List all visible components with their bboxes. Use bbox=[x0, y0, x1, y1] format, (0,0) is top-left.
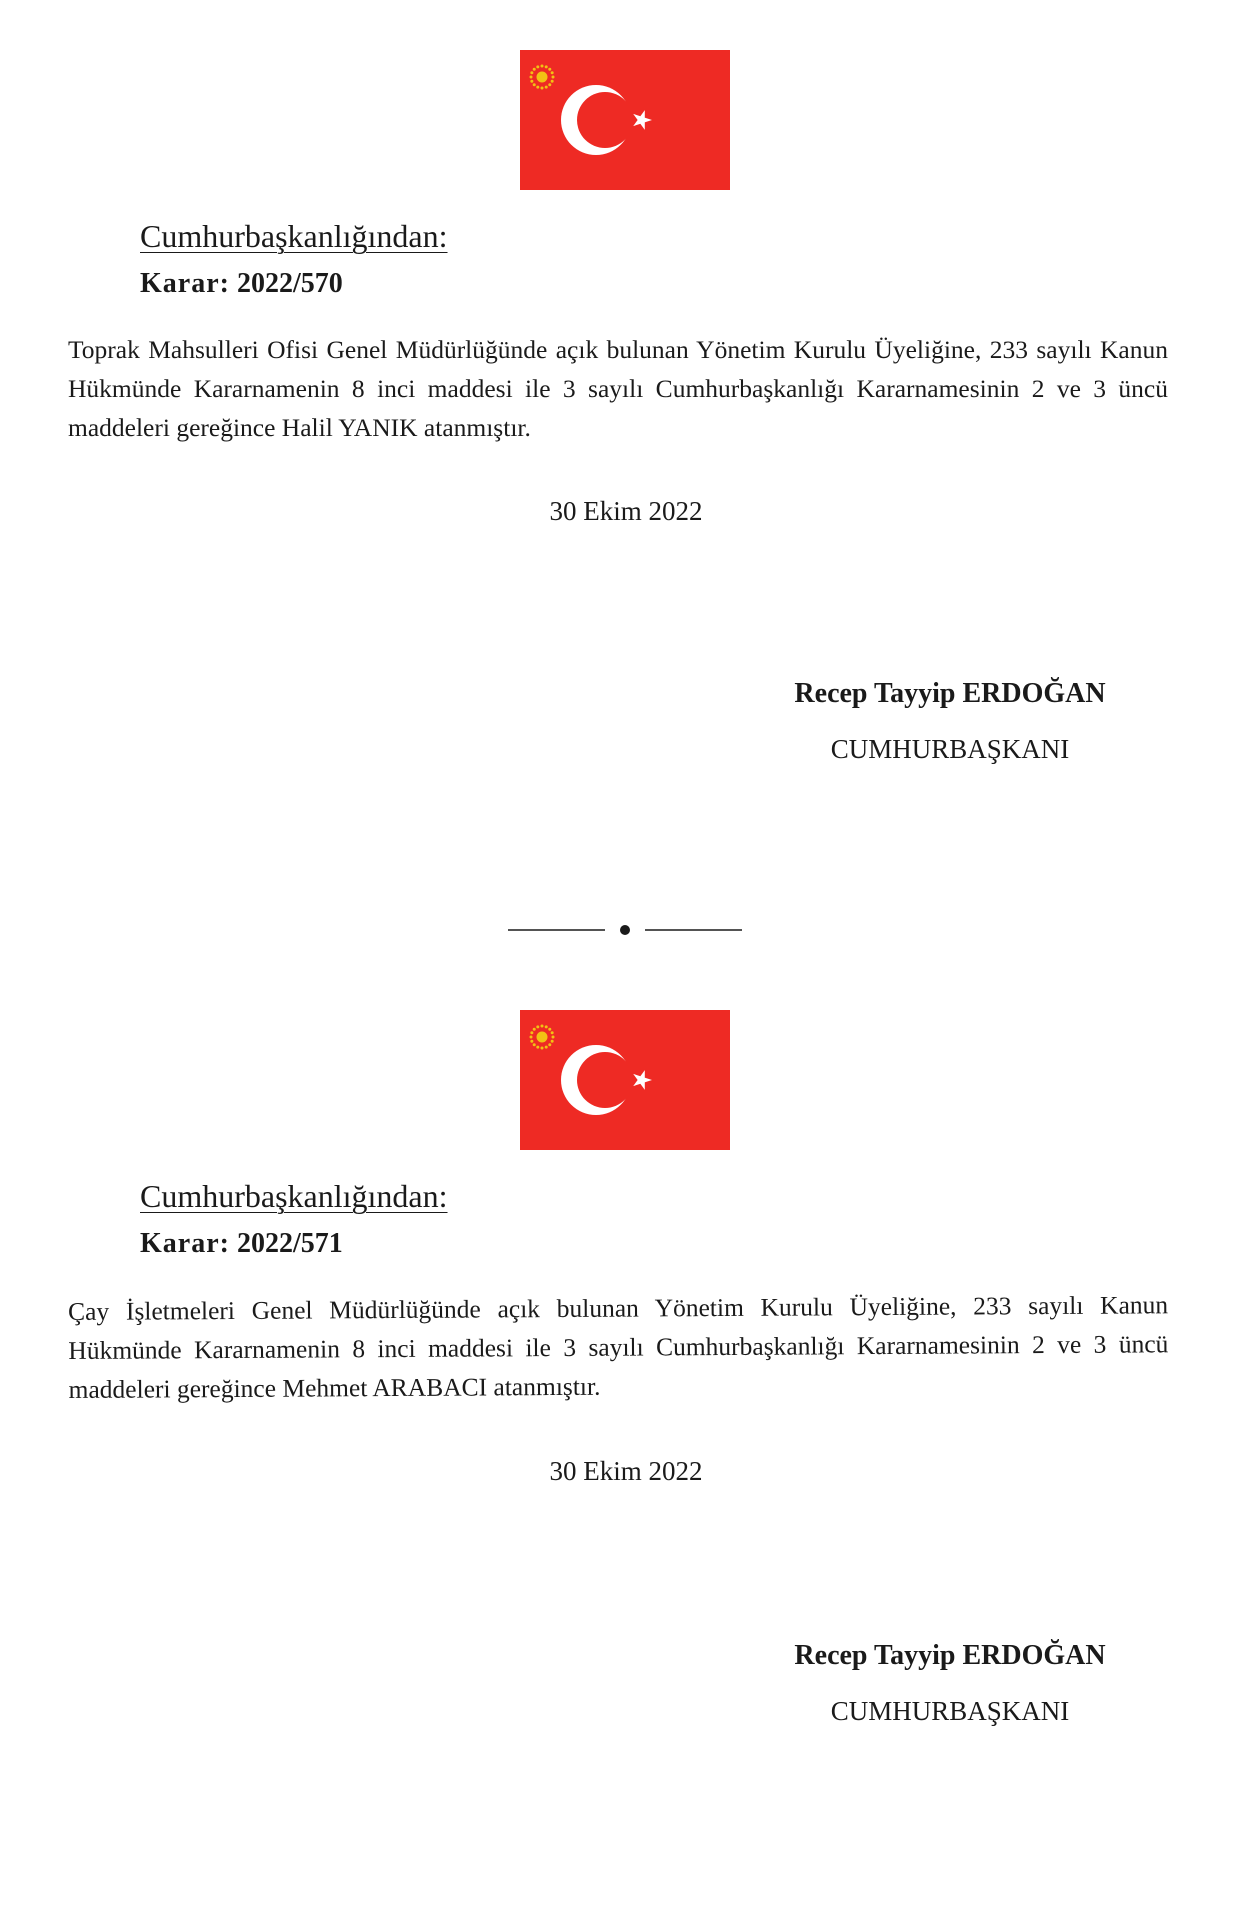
presidential-flag-svg bbox=[520, 50, 730, 190]
decision-line bbox=[140, 1228, 343, 1260]
emblem-star-icon bbox=[551, 71, 554, 74]
emblem-star-icon bbox=[548, 83, 551, 86]
emblem-star-icon bbox=[541, 1025, 544, 1028]
emblem-star-icon bbox=[548, 1028, 551, 1031]
emblem-star-icon bbox=[545, 1025, 548, 1028]
emblem-star-icon bbox=[536, 65, 539, 68]
emblem-star-icon bbox=[551, 80, 554, 83]
emblem-star-icon bbox=[530, 71, 533, 74]
emblem-star-icon bbox=[545, 86, 548, 89]
separator-dot-icon bbox=[505, 920, 745, 940]
decree-body: Toprak Mahsulleri Ofisi Genel Müdürlüğünde açık bulunan Yönetim Kurulu Üyeliğine, 233 sayılı Kanun Hükmünde Kararnamenin 8 inci maddesi ile 3 sayılı Cumhurbaşkanlığı Kararnamesinin 2 ve 3 üncü maddeleri gereğince Halil YANIK atanmıştır. bbox=[68, 335, 1168, 442]
emblem-star-icon bbox=[548, 68, 551, 71]
decree-date: 30 Ekim 2022 bbox=[549, 1456, 703, 1486]
issuer-heading: Cumhurbaşkanlığından: bbox=[140, 218, 448, 254]
signatory-name: Recep Tayyip ERDOĞAN bbox=[794, 1640, 1106, 1671]
emblem-star-icon bbox=[533, 1043, 536, 1046]
issuer-heading: Cumhurbaşkanlığından: bbox=[140, 1178, 448, 1214]
emblem-star-icon bbox=[530, 1040, 533, 1043]
emblem-star-icon bbox=[541, 1047, 544, 1050]
decision-number: 2022/571 bbox=[236, 1228, 343, 1259]
emblem-star-icon bbox=[552, 1036, 555, 1039]
emblem-star-icon bbox=[533, 1028, 536, 1031]
emblem-star-icon bbox=[552, 76, 555, 79]
emblem-star-icon bbox=[530, 1031, 533, 1034]
emblem-star-icon bbox=[548, 1043, 551, 1046]
emblem-star-icon bbox=[541, 87, 544, 90]
emblem-star-icon bbox=[533, 83, 536, 86]
emblem-star-icon bbox=[551, 1031, 554, 1034]
signatory-title: CUMHURBAŞKANI bbox=[830, 734, 1070, 764]
emblem-star-icon bbox=[530, 76, 533, 79]
decree-body: Çay İşletmeleri Genel Müdürlüğünde açık bulunan Yönetim Kurulu Üyeliğine, 233 sayılı Kanun Hükmünde Kararnamenin 8 inci maddesi ile 3 sayılı Cumhurbaşkanlığı Kararnamesinin 2 ve 3 üncü maddeleri gereğince Mehmet ARABACI atanmıştır. bbox=[68, 1290, 1169, 1404]
presidential-flag-icon bbox=[520, 50, 730, 190]
decision-label: Karar: bbox=[140, 1228, 230, 1259]
emblem-star-icon bbox=[536, 86, 539, 89]
emblem-star-icon bbox=[530, 1036, 533, 1039]
emblem-star-icon bbox=[536, 1025, 539, 1028]
emblem-star-icon bbox=[545, 1046, 548, 1049]
signatory-name: Recep Tayyip ERDOĞAN bbox=[794, 678, 1106, 709]
emblem-star-icon bbox=[530, 80, 533, 83]
emblem-star-icon bbox=[536, 1046, 539, 1049]
emblem-star-icon bbox=[545, 65, 548, 68]
decision-line bbox=[140, 268, 343, 300]
emblem-star-icon bbox=[541, 65, 544, 68]
emblem-star-icon bbox=[533, 68, 536, 71]
presidential-flag-svg bbox=[520, 1010, 730, 1150]
emblem-star-icon bbox=[551, 1040, 554, 1043]
presidential-flag-icon bbox=[520, 1010, 730, 1150]
signatory-title: CUMHURBAŞKANI bbox=[830, 1696, 1070, 1726]
decree-date: 30 Ekim 2022 bbox=[549, 496, 703, 526]
decision-label: Karar: bbox=[140, 268, 230, 299]
decision-number: 2022/570 bbox=[236, 268, 343, 299]
